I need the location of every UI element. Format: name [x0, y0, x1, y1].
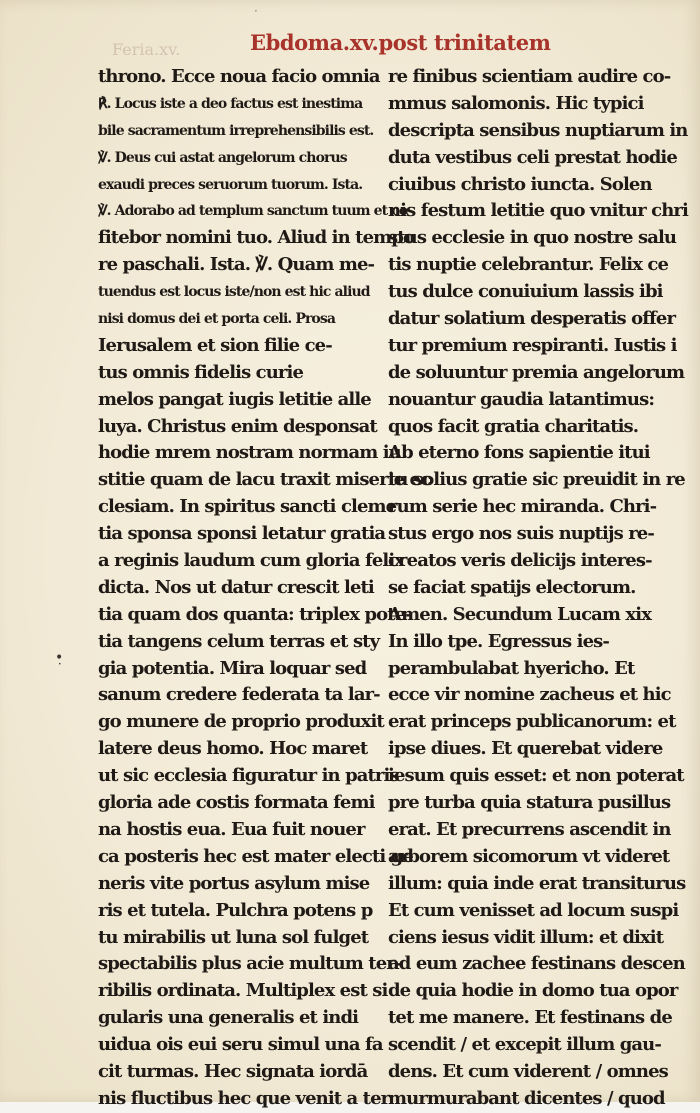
text-line: dicta. Nos ut datur crescit leti [98, 576, 374, 598]
text-line: scendit / et excepit illum gau- [388, 1034, 661, 1056]
text-line: ad eum zachee festinans descen [388, 953, 685, 975]
text-line: nisi domus dei et porta celi. Prosa [98, 311, 336, 328]
text-line: pre turba quia statura pusillus [388, 792, 671, 814]
text-line: erat. Et precurrens ascendit in [388, 818, 671, 840]
text-line: nis festum letitie quo vnitur chri [388, 200, 688, 222]
text-line: Amen. Secundum Lucam xix [388, 603, 652, 625]
text-line: rum serie hec miranda. Chri- [388, 496, 657, 518]
text-line: stus ergo nos suis nuptijs re- [388, 523, 654, 545]
text-line: na hostis eua. Eua fuit nouer [98, 818, 365, 840]
text-line: datur solatium desperatis offer [388, 308, 676, 330]
text-line: tur premium respiranti. Iustis i [388, 334, 677, 356]
text-line: se faciat spatijs electorum. [388, 576, 636, 598]
text-line: gularis una generalis et indi [98, 1007, 359, 1029]
text-line: stus ecclesie in quo nostre salu [388, 227, 677, 249]
text-line: tia quam dos quanta: triplex pote- [98, 603, 412, 625]
text-line: dens. Et cum viderent / omnes [388, 1060, 668, 1082]
right-column [388, 64, 688, 1113]
text-line: tet me manere. Et festinans de [388, 1007, 672, 1029]
marginal-mark: •̣ [55, 650, 64, 666]
text-line: cit turmas. Hec signata iordā [98, 1060, 368, 1082]
text-line: Ab eterno fons sapientie itui [388, 442, 650, 464]
text-line: ipse diues. Et querebat videre [388, 738, 663, 760]
text-line: nouantur gaudia latantimus: [388, 388, 655, 410]
text-line: ecce vir nomine zacheus et hic [388, 684, 671, 706]
text-line: tu solius gratie sic preuidit in re [388, 469, 685, 491]
text-line: ℟. Locus iste a deo factus est inestima [98, 95, 363, 112]
text-line: tus omnis fidelis curie [98, 361, 303, 383]
text-line: erat princeps publicanorum: et [388, 711, 676, 733]
left-column [98, 64, 431, 1113]
text-line: bile sacramentum irreprehensibilis est. [98, 122, 374, 139]
text-line: perambulabat hyericho. Et [388, 657, 635, 679]
text-line: luya. Christus enim desponsat [98, 415, 377, 437]
text-line: duta vestibus celi prestat hodie [388, 146, 677, 168]
text-line: mmus salomonis. Hic typici [388, 92, 644, 114]
text-line: descripta sensibus nuptiarum in [388, 119, 688, 141]
text-line: sanum credere federata ta lar- [98, 684, 380, 706]
text-line: In illo tpe. Egressus ies- [388, 630, 609, 652]
text-line: murmurabant dicentes / quod [388, 1087, 665, 1109]
text-line: de quia hodie in domo tua opor [388, 980, 678, 1002]
text-line: quos facit gratia charitatis. [388, 415, 639, 437]
text-line: gia potentia. Mira loquar sed [98, 657, 367, 679]
text-line: hodie mrem nostram normam iu [98, 442, 401, 464]
text-line: latere deus homo. Hoc maret [98, 738, 368, 760]
text-line: tis nuptie celebrantur. Felix ce [388, 254, 669, 276]
text-line: ciuibus christo iuncta. Solen [388, 173, 652, 195]
text-line: gloria ade costis formata femi [98, 792, 375, 814]
text-line: tus dulce conuiuium lassis ibi [388, 281, 663, 303]
text-line: tia tangens celum terras et sty [98, 630, 380, 652]
text-line: stitie quam de lacu traxit miserie ec [98, 469, 431, 491]
show-through-text: Feria.xv. [112, 40, 181, 59]
text-line: illum: quia inde erat transiturus [388, 872, 686, 894]
text-line: tia sponsa sponsi letatur gratia [98, 523, 386, 545]
text-line: uidua ois eui seru simul una fa [98, 1034, 383, 1056]
text-line: ut sic ecclesia figuratur in patris [98, 765, 399, 787]
text-line: arborem sicomorum vt videret [388, 845, 670, 867]
text-line: ciens iesus vidit illum: et dixit [388, 926, 664, 948]
text-line: ca posteris hec est mater electi ge [98, 845, 413, 867]
text-line: ris et tutela. Pulchra potens p [98, 899, 373, 921]
text-line: spectabilis plus acie multum ter- [98, 953, 402, 975]
top-mark: · [254, 4, 258, 18]
text-line: tuendus est locus iste/non est hic aliud [98, 284, 370, 301]
text-line: de soluuntur premia angelorum [388, 361, 685, 383]
text-line: Ierusalem et sion filie ce- [98, 334, 332, 356]
text-line: go munere de proprio produxit [98, 711, 384, 733]
text-line: exaudi preces seruorum tuorum. Ista. [98, 176, 363, 193]
text-line: melos pangat iugis letitie alle [98, 388, 371, 410]
text-line: ℣. Deus cui astat angelorum chorus [98, 149, 347, 166]
text-line: a reginis laudum cum gloria felix [98, 550, 405, 572]
text-line: tu mirabilis ut luna sol fulget [98, 926, 369, 948]
text-line: creatos veris delicijs interes- [388, 550, 652, 572]
text-line: re paschali. Ista. ℣. Quam me- [98, 254, 375, 276]
text-line: ribilis ordinata. Multiplex est si [98, 980, 388, 1002]
text-line: throno. Ecce noua facio omnia [98, 66, 380, 87]
text-line: Et cum venisset ad locum suspi [388, 899, 679, 921]
running-title: Ebdoma.xv.post trinitatem [250, 30, 551, 55]
text-line: ℣. Adorabo ad templum sanctum tuum et co [98, 203, 408, 220]
text-line: fitebor nomini tuo. Aliud in tempo [98, 227, 415, 249]
text-line: nis fluctibus hec que venit a ter [98, 1087, 390, 1109]
text-line: neris vite portus asylum mise [98, 872, 370, 894]
text-line: clesiam. In spiritus sancti cleme [98, 496, 397, 518]
text-line: re finibus scientiam audire co- [388, 66, 671, 87]
text-line: iesum quis esset: et non poterat [388, 765, 684, 787]
